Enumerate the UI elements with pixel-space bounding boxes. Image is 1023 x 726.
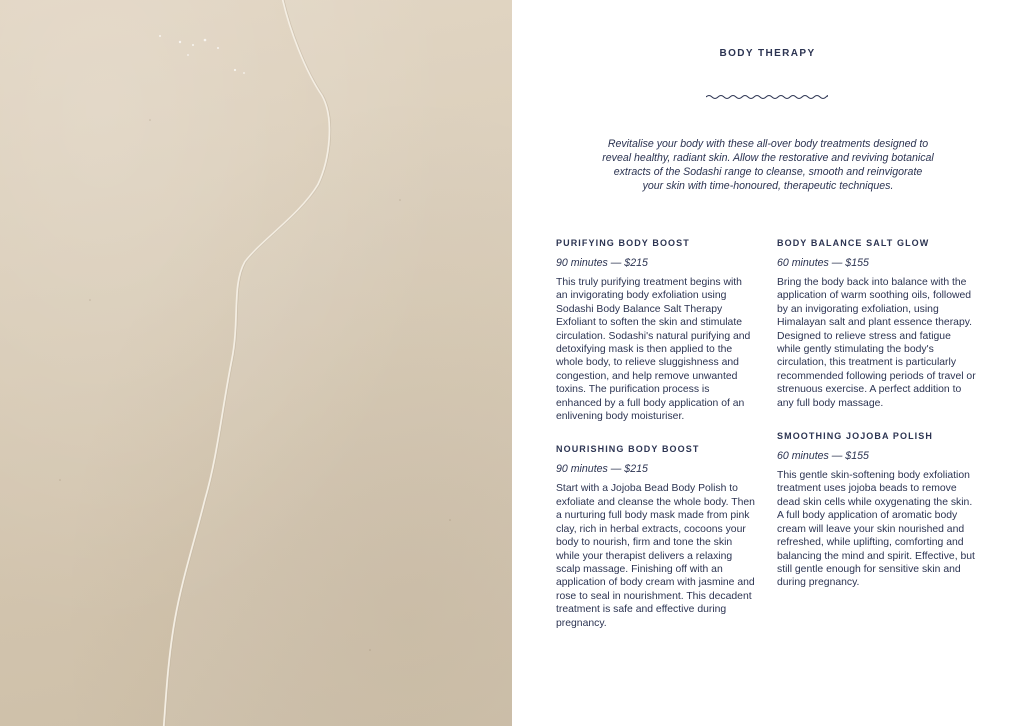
- treatment-duration-price: 60 minutes — $155: [777, 257, 869, 269]
- treatment-item: [777, 430, 977, 590]
- treatment-duration-price: 90 minutes — $215: [556, 257, 648, 269]
- treatment-menu-page: [512, 0, 1023, 726]
- treatment-name: SMOOTHING JOJOBA POLISH: [777, 431, 933, 442]
- intro-paragraph: Revitalise your body with these all-over body treatments designed to reveal healthy, radiant skin. Allow the restorative and reviving botanical extracts of the Sodashi range to cleanse, smooth and reinvigorate your skin with time-honoured, therapeutic techniques.: [602, 138, 934, 192]
- treatment-duration-price: 60 minutes — $155: [777, 450, 869, 463]
- treatments-right-column: [777, 237, 977, 590]
- treatment-description: Start with a Jojoba Bead Body Polish to exfoliate and cleanse the whole body. Then a nurturing full body mask made from pink clay, rich in herbal extracts, cocoons your body to nourish, firm and tone the skin while your therapist delivers a relaxing scalp massage. Finishing off with an application of body cream with jasmine and rose to seal in nourishment. This decadent treatment is safe and effective during pregnancy.: [556, 483, 755, 629]
- treatment-description: Bring the body back into balance with the application of warm soothing oils, followed by an invigorating exfoliation, using Himalayan salt and plant essence therapy. Designed to relieve stress and fatigue while gently stimulating the body's circulation, this treatment is particularly recommended following periods of travel or strenuous exercise. A perfect addition to any full body massage.: [777, 277, 976, 409]
- treatment-name: BODY BALANCE SALT GLOW: [777, 238, 930, 248]
- treatment-item: [777, 237, 977, 410]
- treatment-name: PURIFYING BODY BOOST: [556, 238, 690, 248]
- treatments-left-column: [556, 237, 756, 630]
- treatment-description: This truly purifying treatment begins with an invigorating body exfoliation using Sodashi Body Balance Salt Therapy Exfoliant to soften the skin and stimulate circulation. Sodashi's natural purifying and detoxifying mask is then applied to the whole body, to relieve sluggishness and congestion, and help remove unwanted toxins. The purification process is enhanced by a full body application of an enlivening body moisturiser.: [556, 277, 751, 423]
- wave-divider-icon: [706, 93, 828, 101]
- treatment-description: This gentle skin-softening body exfoliation treatment uses jojoba beads to remove dead skin cells while oxygenating the skin. A full body application of aromatic body cream will leave your skin nourished and refreshed, while uplifting, comforting and balancing the mind and spirit. Effective, but still gentle enough for sensitive skin and during pregnancy.: [777, 470, 975, 589]
- treatment-item: [556, 443, 756, 629]
- treatment-duration-price: 90 minutes — $215: [556, 463, 648, 476]
- treatment-item: [556, 237, 756, 423]
- treatment-name: NOURISHING BODY BOOST: [556, 444, 700, 455]
- page-title: BODY THERAPY: [719, 48, 816, 59]
